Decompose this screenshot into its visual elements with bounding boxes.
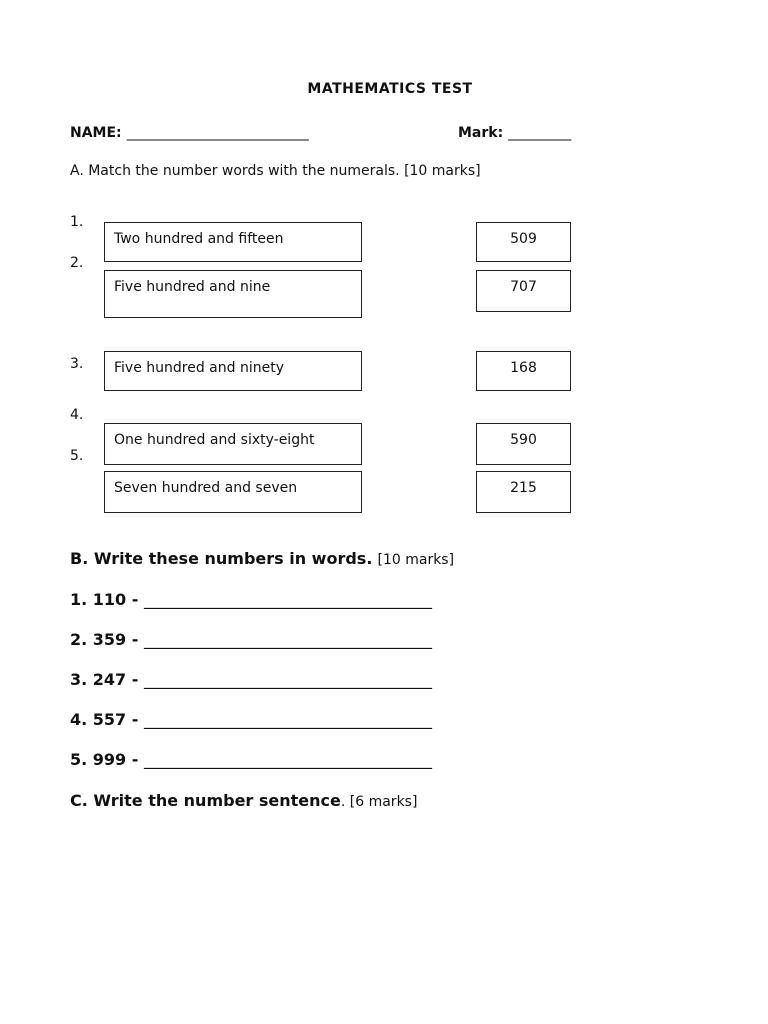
word-box-4: One hundred and sixty-eight — [104, 423, 362, 465]
numeral-box-2: 707 — [476, 270, 571, 312]
word-box-3: Five hundred and ninety — [104, 351, 362, 391]
question-1 — [70, 590, 432, 609]
name-blank: __________________________ — [126, 125, 309, 141]
answer-blank: ____________________________________ — [143, 590, 432, 609]
question-label: 1. 110 - — [70, 590, 144, 609]
mark-label: Mark: — [458, 125, 504, 141]
mark-blank: _________ — [508, 125, 572, 141]
numeral-box-4: 590 — [476, 423, 571, 465]
numeral-box-3: 168 — [476, 351, 571, 391]
numeral-box-5: 215 — [476, 471, 571, 513]
answer-blank: ____________________________________ — [143, 630, 432, 649]
section-c-marks: . [6 marks] — [340, 794, 418, 810]
section-b-title: B. Write these numbers in words. — [70, 549, 373, 568]
question-label: 4. 557 - — [70, 710, 144, 729]
question-5 — [70, 750, 432, 769]
word-box-2: Five hundred and nine — [104, 270, 362, 318]
item-number-5: 5. — [70, 448, 84, 464]
question-label: 3. 247 - — [70, 670, 144, 689]
name-label: NAME: — [70, 125, 122, 141]
question-4 — [70, 710, 432, 729]
section-b-marks: [10 marks] — [377, 552, 455, 568]
answer-blank: ____________________________________ — [143, 670, 432, 689]
section-c-title: C. Write the number sentence — [70, 791, 341, 810]
numeral-box-1: 509 — [476, 222, 571, 262]
mark-row — [458, 122, 571, 141]
item-number-4: 4. — [70, 407, 84, 423]
answer-blank: ____________________________________ — [143, 750, 432, 769]
item-number-3: 3. — [70, 356, 84, 372]
word-box-1: Two hundred and fifteen — [104, 222, 362, 262]
question-label: 2. 359 - — [70, 630, 144, 649]
word-box-5: Seven hundred and seven — [104, 471, 362, 513]
name-row — [70, 122, 309, 141]
question-2 — [70, 630, 432, 649]
page-title: MATHEMATICS TEST — [307, 81, 473, 97]
item-number-1: 1. — [70, 214, 84, 230]
item-number-2: 2. — [70, 255, 84, 271]
section-a-heading: A. Match the number words with the numerals. [10 marks] — [70, 163, 481, 179]
question-3 — [70, 670, 432, 689]
section-b-heading — [70, 549, 454, 568]
question-label: 5. 999 - — [70, 750, 144, 769]
answer-blank: ____________________________________ — [143, 710, 432, 729]
section-c-heading — [70, 791, 417, 810]
